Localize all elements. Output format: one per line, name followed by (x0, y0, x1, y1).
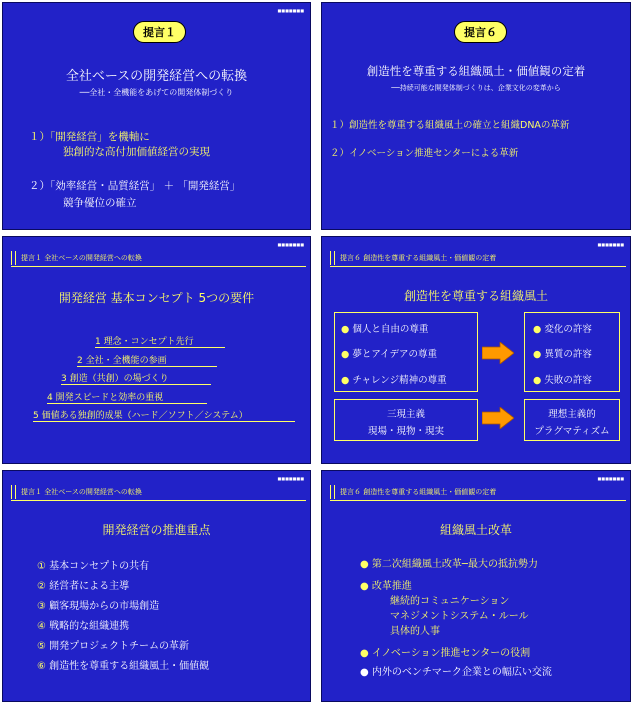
slide-3 (2, 236, 311, 464)
requirement-label: 3 創造（共創）の場づくり (61, 374, 169, 384)
sangen-title: 三現主義 (386, 409, 425, 420)
focus-item-1: ① 基本コンセプトの共有 (37, 561, 150, 572)
sangen-detail: 現場・現物・現実 (367, 426, 444, 437)
header-text: 提言６ 創造性を尊重する組織風土・価値観の定着 (340, 254, 497, 262)
requirement-1 (95, 334, 225, 348)
slide-title: 創造性を尊重する組織風土 (403, 289, 548, 303)
tolerance-item-3: ● 失敗の許容 (533, 375, 592, 386)
proposal-badge: 提言６ (454, 21, 507, 43)
requirement-5 (33, 408, 295, 422)
reform-item-2: ● 改革推進 (360, 581, 412, 592)
slide-6 (321, 470, 631, 702)
reform-item-1: ● 第二次組織風土改革─最大の抵抗勢力 (360, 559, 538, 570)
proposal-badge: 提言１ (133, 21, 186, 43)
respect-box (334, 312, 478, 392)
header-bar (330, 251, 335, 265)
reform-subitem-1: 継続的コミュニケーション (390, 596, 510, 607)
header-bar (11, 251, 16, 265)
reform-subitem-3: 具体的人事 (390, 626, 440, 637)
header-rule (11, 500, 306, 501)
requirement-label: 2 全社・全機能の参画 (77, 356, 167, 366)
header-rule (330, 266, 626, 267)
slide-title: 開発経営の推進重点 (102, 523, 211, 537)
reform-subitem-2: マネジメントシステム・ルール (390, 611, 529, 622)
item-1: １）創造性を尊重する組織風土の確立と組織DNAの革新 (330, 120, 570, 131)
arrow-right-icon (482, 407, 514, 429)
corner-mark: ■■■■■■■ (597, 476, 624, 481)
slide-header (326, 249, 626, 267)
slide-5 (2, 470, 311, 702)
pragmatism-line-1: 理想主義的 (548, 409, 596, 420)
slide-title: 組織風土改革 (439, 523, 512, 537)
reform-item-3: ● イノベーション推進センターの役割 (360, 648, 531, 659)
corner-mark: ■■■■■■■ (277, 476, 304, 481)
respect-item-2: ● 夢とアイデアの尊重 (341, 349, 437, 360)
pragmatism-box (524, 399, 620, 441)
corner-mark: ■■■■■■■ (277, 8, 304, 13)
slide-1 (2, 2, 311, 230)
focus-item-6: ⑥ 創造性を尊重する組織風土・価値観 (37, 661, 210, 672)
respect-item-1: ● 個人と自由の尊重 (341, 324, 429, 335)
header-text: 提言１ 全社ベースの開発経営への転換 (21, 488, 142, 496)
pragmatism-line-2: プラグマティズム (534, 426, 610, 437)
item-2-line-1: ２）「効率経営・品質経営」 ＋ 「開発経営」 (29, 180, 241, 192)
corner-mark: ■■■■■■■ (277, 242, 304, 247)
slide-header (7, 483, 306, 501)
requirement-label: 5 価値ある独創的成果（ハード／ソフト／システム） (33, 411, 248, 421)
slide-title: 創造性を尊重する組織風土・価値観の定着 (366, 64, 586, 78)
requirement-3 (61, 371, 211, 385)
requirement-label: 1 理念・コンセプト先行 (95, 337, 194, 347)
slide-4 (321, 236, 631, 464)
requirement-2 (77, 353, 217, 367)
header-rule (11, 266, 306, 267)
header-text: 提言１ 全社ベースの開発経営への転換 (21, 254, 142, 262)
tolerance-item-1: ● 変化の許容 (533, 324, 592, 335)
slide-title: 全社ベースの開発経営への転換 (65, 69, 248, 84)
focus-item-3: ③ 顧客現場からの市場創造 (37, 601, 160, 612)
requirement-label: 4 開発スピードと効率の重視 (47, 393, 164, 403)
corner-mark: ■■■■■■■ (597, 242, 624, 247)
respect-item-3: ● チャレンジ精神の尊重 (341, 375, 447, 386)
focus-item-4: ④ 戦略的な組織連携 (37, 621, 130, 632)
item-2: ２）イノベーション推進センターによる革新 (330, 148, 519, 159)
header-rule (330, 500, 626, 501)
reform-item-4: ● 内外のベンチマーク企業との幅広い交流 (360, 667, 552, 678)
tolerance-item-2: ● 異質の許容 (533, 349, 592, 360)
slide-subtitle: ──全社・全機能をあげての開発体制づくり (79, 88, 234, 97)
header-bar (330, 485, 335, 499)
slide-header (7, 249, 306, 267)
focus-item-2: ② 経営者による主導 (37, 581, 130, 592)
focus-item-5: ⑤ 開発プロジェクトチームの革新 (37, 641, 189, 652)
arrow-right-icon (482, 342, 514, 364)
slide-header (326, 483, 626, 501)
sangen-box (334, 399, 478, 441)
tolerance-box (524, 312, 620, 392)
item-1-line-2: 独創的な高付加価値経営の実現 (63, 146, 210, 158)
header-text: 提言６ 創造性を尊重する組織風土・価値観の定着 (340, 488, 497, 496)
slide-subtitle: ──持続可能な開発体制づくりは、企業文化の変革から (391, 84, 561, 92)
slide-title: 開発経営 基本コンセプト 5つの要件 (58, 291, 255, 305)
header-bar (11, 485, 16, 499)
item-1-line-1: １）「開発経営」を機軸に (29, 131, 150, 143)
slide-2 (321, 2, 631, 230)
item-2-line-2: 競争優位の確立 (63, 197, 137, 209)
requirement-4 (47, 390, 207, 404)
